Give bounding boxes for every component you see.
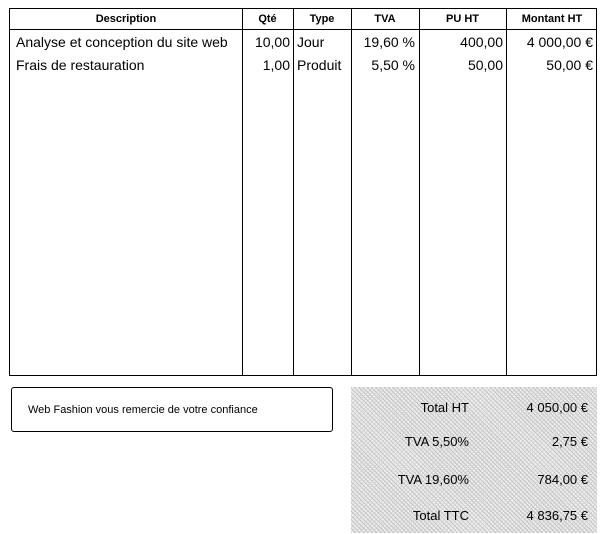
- column-divider: [242, 9, 243, 375]
- row-2-pu-ht: 50,00: [467, 57, 503, 73]
- header-tva: TVA: [374, 13, 396, 25]
- tva-5-50-label: TVA 5,50%: [404, 434, 469, 449]
- row-1-description: Analyse et conception du site web: [16, 34, 228, 50]
- totals-panel: [351, 387, 597, 533]
- thanks-note-text: Web Fashion vous remercie de votre confiance: [28, 404, 258, 416]
- thanks-note-box: [11, 387, 333, 432]
- row-1-pu-ht: 400,00: [460, 34, 503, 50]
- header-pu-ht: PU HT: [446, 13, 479, 25]
- total-ht-value: 4 050,00 €: [526, 400, 588, 415]
- row-2-qty: 1,00: [262, 57, 290, 73]
- row-1-montant-ht: 4 000,00 €: [526, 34, 593, 50]
- total-ttc-value: 4 836,75 €: [526, 508, 588, 523]
- row-1-qty: 10,00: [254, 34, 290, 50]
- header-type: Type: [309, 13, 335, 25]
- invoice-lines-table: [9, 8, 597, 376]
- column-divider: [351, 9, 352, 375]
- row-2-montant-ht: 50,00 €: [546, 57, 593, 73]
- tva-19-60-value: 784,00 €: [537, 472, 588, 487]
- column-divider: [506, 9, 507, 375]
- header-qty: Qté: [258, 13, 277, 25]
- tva-5-50-value: 2,75 €: [551, 434, 588, 449]
- row-2-type: Produit: [297, 57, 342, 73]
- header-divider: [10, 29, 596, 30]
- column-divider: [419, 9, 420, 375]
- row-1-tva: 19,60 %: [363, 34, 415, 50]
- row-1-type: Jour: [297, 34, 325, 50]
- total-ttc-label: Total TTC: [412, 508, 469, 523]
- column-divider: [293, 9, 294, 375]
- header-description: Description: [95, 13, 157, 25]
- row-2-tva: 5,50 %: [371, 57, 415, 73]
- row-2-description: Frais de restauration: [16, 57, 145, 73]
- tva-19-60-label: TVA 19,60%: [397, 472, 469, 487]
- header-montant-ht: Montant HT: [521, 13, 583, 25]
- total-ht-label: Total HT: [420, 400, 469, 415]
